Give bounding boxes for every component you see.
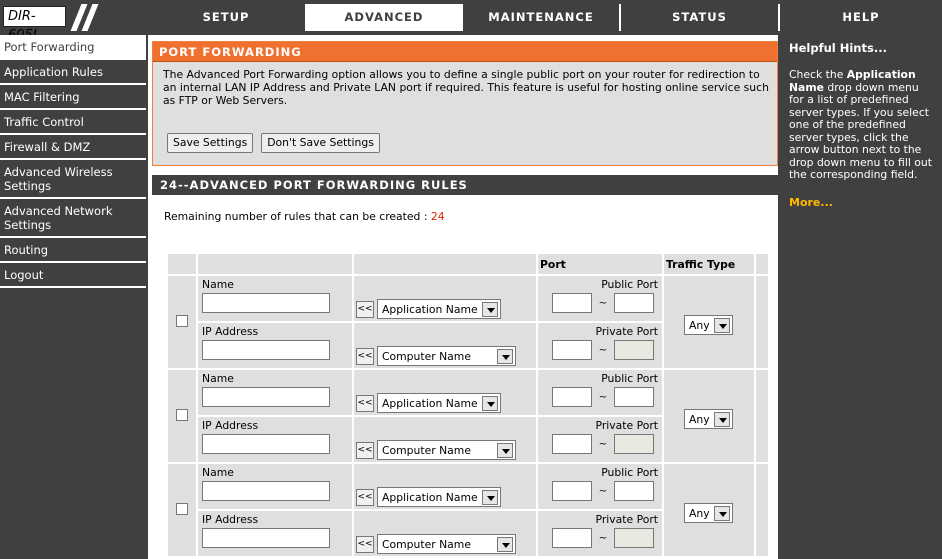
application-select-cell — [354, 370, 536, 415]
public-port-cell — [538, 276, 662, 321]
application-select-group — [356, 487, 501, 507]
application-name-dropdown[interactable] — [377, 299, 501, 319]
private-port-end-input — [614, 434, 654, 454]
computer-select-group — [356, 346, 516, 366]
range-separator: ~ — [598, 297, 608, 309]
traffic-type-dropdown[interactable] — [684, 503, 733, 523]
sidebar-item-logout[interactable]: Logout — [0, 263, 146, 288]
application-name-value: Application Name — [382, 302, 478, 316]
sidebar-item-advanced-network[interactable]: Advanced Network Settings — [0, 199, 146, 238]
private-port-start-input[interactable] — [552, 434, 592, 454]
sidebar-item-traffic-control[interactable]: Traffic Control — [0, 110, 146, 135]
name-input[interactable] — [202, 481, 330, 501]
sidebar-item-routing[interactable]: Routing — [0, 238, 146, 263]
rule-enable-checkbox[interactable] — [176, 315, 188, 327]
computer-name-dropdown[interactable] — [377, 440, 516, 460]
range-separator: ~ — [598, 532, 608, 544]
application-name-dropdown[interactable] — [377, 393, 501, 413]
public-port-start-input[interactable] — [552, 293, 592, 313]
computer-select-cell — [354, 417, 536, 462]
sidebar — [0, 35, 146, 559]
traffic-type-value: Any — [689, 506, 710, 520]
header-cell — [198, 254, 352, 274]
fill-name-arrow-button[interactable]: << — [356, 301, 374, 318]
fill-ip-arrow-button[interactable]: << — [356, 536, 374, 553]
main-content — [148, 35, 778, 559]
computer-select-cell — [354, 511, 536, 556]
header-cell — [168, 254, 196, 274]
ip-address-input[interactable] — [202, 340, 330, 360]
application-name-value: Application Name — [382, 396, 478, 410]
application-select-cell — [354, 276, 536, 321]
public-port-cell — [538, 370, 662, 415]
public-port-cell — [538, 464, 662, 509]
model-label: DIR- — [3, 6, 66, 27]
ip-address-label: IP Address — [202, 325, 259, 338]
public-port-label: Public Port — [601, 466, 658, 479]
private-port-end-input — [614, 528, 654, 548]
checkbox-cell — [168, 464, 196, 556]
help-text-part: Check the — [789, 68, 847, 81]
edge-cell — [756, 276, 768, 368]
tab-advanced[interactable]: ADVANCED — [307, 4, 463, 31]
name-input[interactable] — [202, 293, 330, 313]
public-port-end-input[interactable] — [614, 387, 654, 407]
sidebar-item-port-forwarding[interactable]: Port Forwarding — [0, 35, 146, 60]
table-row — [168, 276, 768, 321]
ip-cell — [198, 323, 352, 368]
main-tabs — [147, 4, 780, 31]
fill-name-arrow-button[interactable]: << — [356, 395, 374, 412]
top-navigation-bar — [0, 0, 942, 33]
chevron-down-icon — [482, 302, 498, 317]
page-description: The Advanced Port Forwarding option allows you to define a single public port on your router for redirection to an internal LAN IP Address and Private LAN port if required. This feature is useful for hosting online service such as FTP or Web Servers. — [163, 68, 769, 107]
rule-enable-checkbox[interactable] — [176, 503, 188, 515]
ip-address-label: IP Address — [202, 513, 259, 526]
private-port-cell — [538, 323, 662, 368]
more-link[interactable]: More... — [789, 195, 833, 209]
sidebar-item-firewall-dmz[interactable]: Firewall & DMZ — [0, 135, 146, 160]
private-port-cell — [538, 417, 662, 462]
port-forwarding-panel — [152, 41, 778, 166]
logo — [1, 4, 146, 31]
port-column-header: Port — [538, 254, 662, 274]
computer-select-group — [356, 534, 516, 554]
help-panel — [780, 35, 942, 559]
fill-ip-arrow-button[interactable]: << — [356, 442, 374, 459]
chevron-down-icon — [714, 412, 730, 427]
table-row — [168, 464, 768, 509]
chevron-down-icon — [482, 396, 498, 411]
application-select-cell — [354, 464, 536, 509]
tab-setup[interactable]: SETUP — [147, 4, 307, 31]
traffic-type-dropdown[interactable] — [684, 409, 733, 429]
chevron-down-icon — [482, 490, 498, 505]
sidebar-item-application-rules[interactable]: Application Rules — [0, 60, 146, 85]
help-text — [789, 69, 934, 182]
name-label: Name — [202, 372, 234, 385]
computer-name-value: Computer Name — [382, 349, 471, 363]
computer-name-dropdown[interactable] — [377, 346, 516, 366]
public-port-label: Public Port — [601, 278, 658, 291]
chevron-down-icon — [714, 318, 730, 333]
rules-section-title: 24--ADVANCED PORT FORWARDING RULES — [152, 175, 778, 195]
private-port-range — [552, 528, 654, 548]
tab-help[interactable]: HELP — [842, 10, 880, 24]
application-name-value: Application Name — [382, 490, 478, 504]
range-separator: ~ — [598, 344, 608, 356]
rule-enable-checkbox[interactable] — [176, 409, 188, 421]
computer-name-value: Computer Name — [382, 537, 471, 551]
traffic-type-cell — [664, 276, 754, 368]
name-input[interactable] — [202, 387, 330, 407]
computer-name-value: Computer Name — [382, 443, 471, 457]
application-select-group — [356, 299, 501, 319]
name-label: Name — [202, 278, 234, 291]
private-port-end-input — [614, 340, 654, 360]
tab-status[interactable]: STATUS — [621, 4, 780, 31]
header-cell — [354, 254, 536, 274]
chevron-down-icon — [497, 537, 513, 552]
name-cell — [198, 370, 352, 415]
private-port-label: Private Port — [595, 513, 658, 526]
ip-address-label: IP Address — [202, 419, 259, 432]
chevron-down-icon — [497, 443, 513, 458]
public-port-label: Public Port — [601, 372, 658, 385]
edge-cell — [756, 370, 768, 462]
remaining-count: 24 — [430, 210, 445, 223]
ip-address-input[interactable] — [202, 528, 330, 548]
application-name-dropdown[interactable] — [377, 487, 501, 507]
ip-cell — [198, 511, 352, 556]
private-port-range — [552, 340, 654, 360]
private-port-start-input[interactable] — [552, 340, 592, 360]
name-cell — [198, 276, 352, 321]
public-port-end-input[interactable] — [614, 481, 654, 501]
rules-table — [166, 252, 770, 558]
public-port-range — [552, 481, 654, 501]
traffic-type-value: Any — [689, 318, 710, 332]
traffic-type-value: Any — [689, 412, 710, 426]
traffic-type-dropdown[interactable] — [684, 315, 733, 335]
table-header-row — [168, 254, 768, 274]
name-cell — [198, 464, 352, 509]
chevron-down-icon — [497, 349, 513, 364]
public-port-range — [552, 293, 654, 313]
edge-cell — [756, 464, 768, 556]
header-cell — [756, 254, 768, 274]
application-select-group — [356, 393, 501, 413]
fill-ip-arrow-button[interactable]: << — [356, 348, 374, 365]
name-label: Name — [202, 466, 234, 479]
save-settings-button[interactable]: Save Settings — [167, 133, 253, 153]
remaining-label: Remaining number of rules that can be created : — [164, 210, 431, 223]
traffic-type-column-header: Traffic Type — [664, 254, 754, 274]
sidebar-item-advanced-wireless[interactable]: Advanced Wireless Settings — [0, 160, 146, 199]
table-row — [168, 370, 768, 415]
private-port-cell — [538, 511, 662, 556]
private-port-label: Private Port — [595, 325, 658, 338]
public-port-start-input[interactable] — [552, 481, 592, 501]
range-separator: ~ — [598, 438, 608, 450]
fill-name-arrow-button[interactable]: << — [356, 489, 374, 506]
help-text-part: drop down menu for a list of predefined server types. If you select one of the predefined server types, click the arrow button next to the drop down menu to fill out the corresponding field. — [789, 80, 932, 181]
public-port-end-input[interactable] — [614, 293, 654, 313]
settings-buttons — [167, 133, 380, 153]
page-title: PORT FORWARDING — [153, 42, 777, 62]
computer-select-cell — [354, 323, 536, 368]
dont-save-settings-button[interactable]: Don't Save Settings — [261, 133, 380, 153]
private-port-start-input[interactable] — [552, 528, 592, 548]
ip-cell — [198, 417, 352, 462]
public-port-range — [552, 387, 654, 407]
sidebar-item-mac-filtering[interactable]: MAC Filtering — [0, 85, 146, 110]
computer-select-group — [356, 440, 516, 460]
private-port-range — [552, 434, 654, 454]
traffic-type-cell — [664, 370, 754, 462]
remaining-rules-text — [164, 210, 445, 223]
computer-name-dropdown[interactable] — [377, 534, 516, 554]
public-port-start-input[interactable] — [552, 387, 592, 407]
help-title: Helpful Hints... — [789, 41, 887, 55]
tab-maintenance[interactable]: MAINTENANCE — [463, 4, 621, 31]
private-port-label: Private Port — [595, 419, 658, 432]
checkbox-cell — [168, 370, 196, 462]
checkbox-cell — [168, 276, 196, 368]
range-separator: ~ — [598, 485, 608, 497]
help-text-bold: Application Name — [789, 68, 916, 94]
chevron-down-icon — [714, 506, 730, 521]
range-separator: ~ — [598, 391, 608, 403]
ip-address-input[interactable] — [202, 434, 330, 454]
traffic-type-cell — [664, 464, 754, 556]
